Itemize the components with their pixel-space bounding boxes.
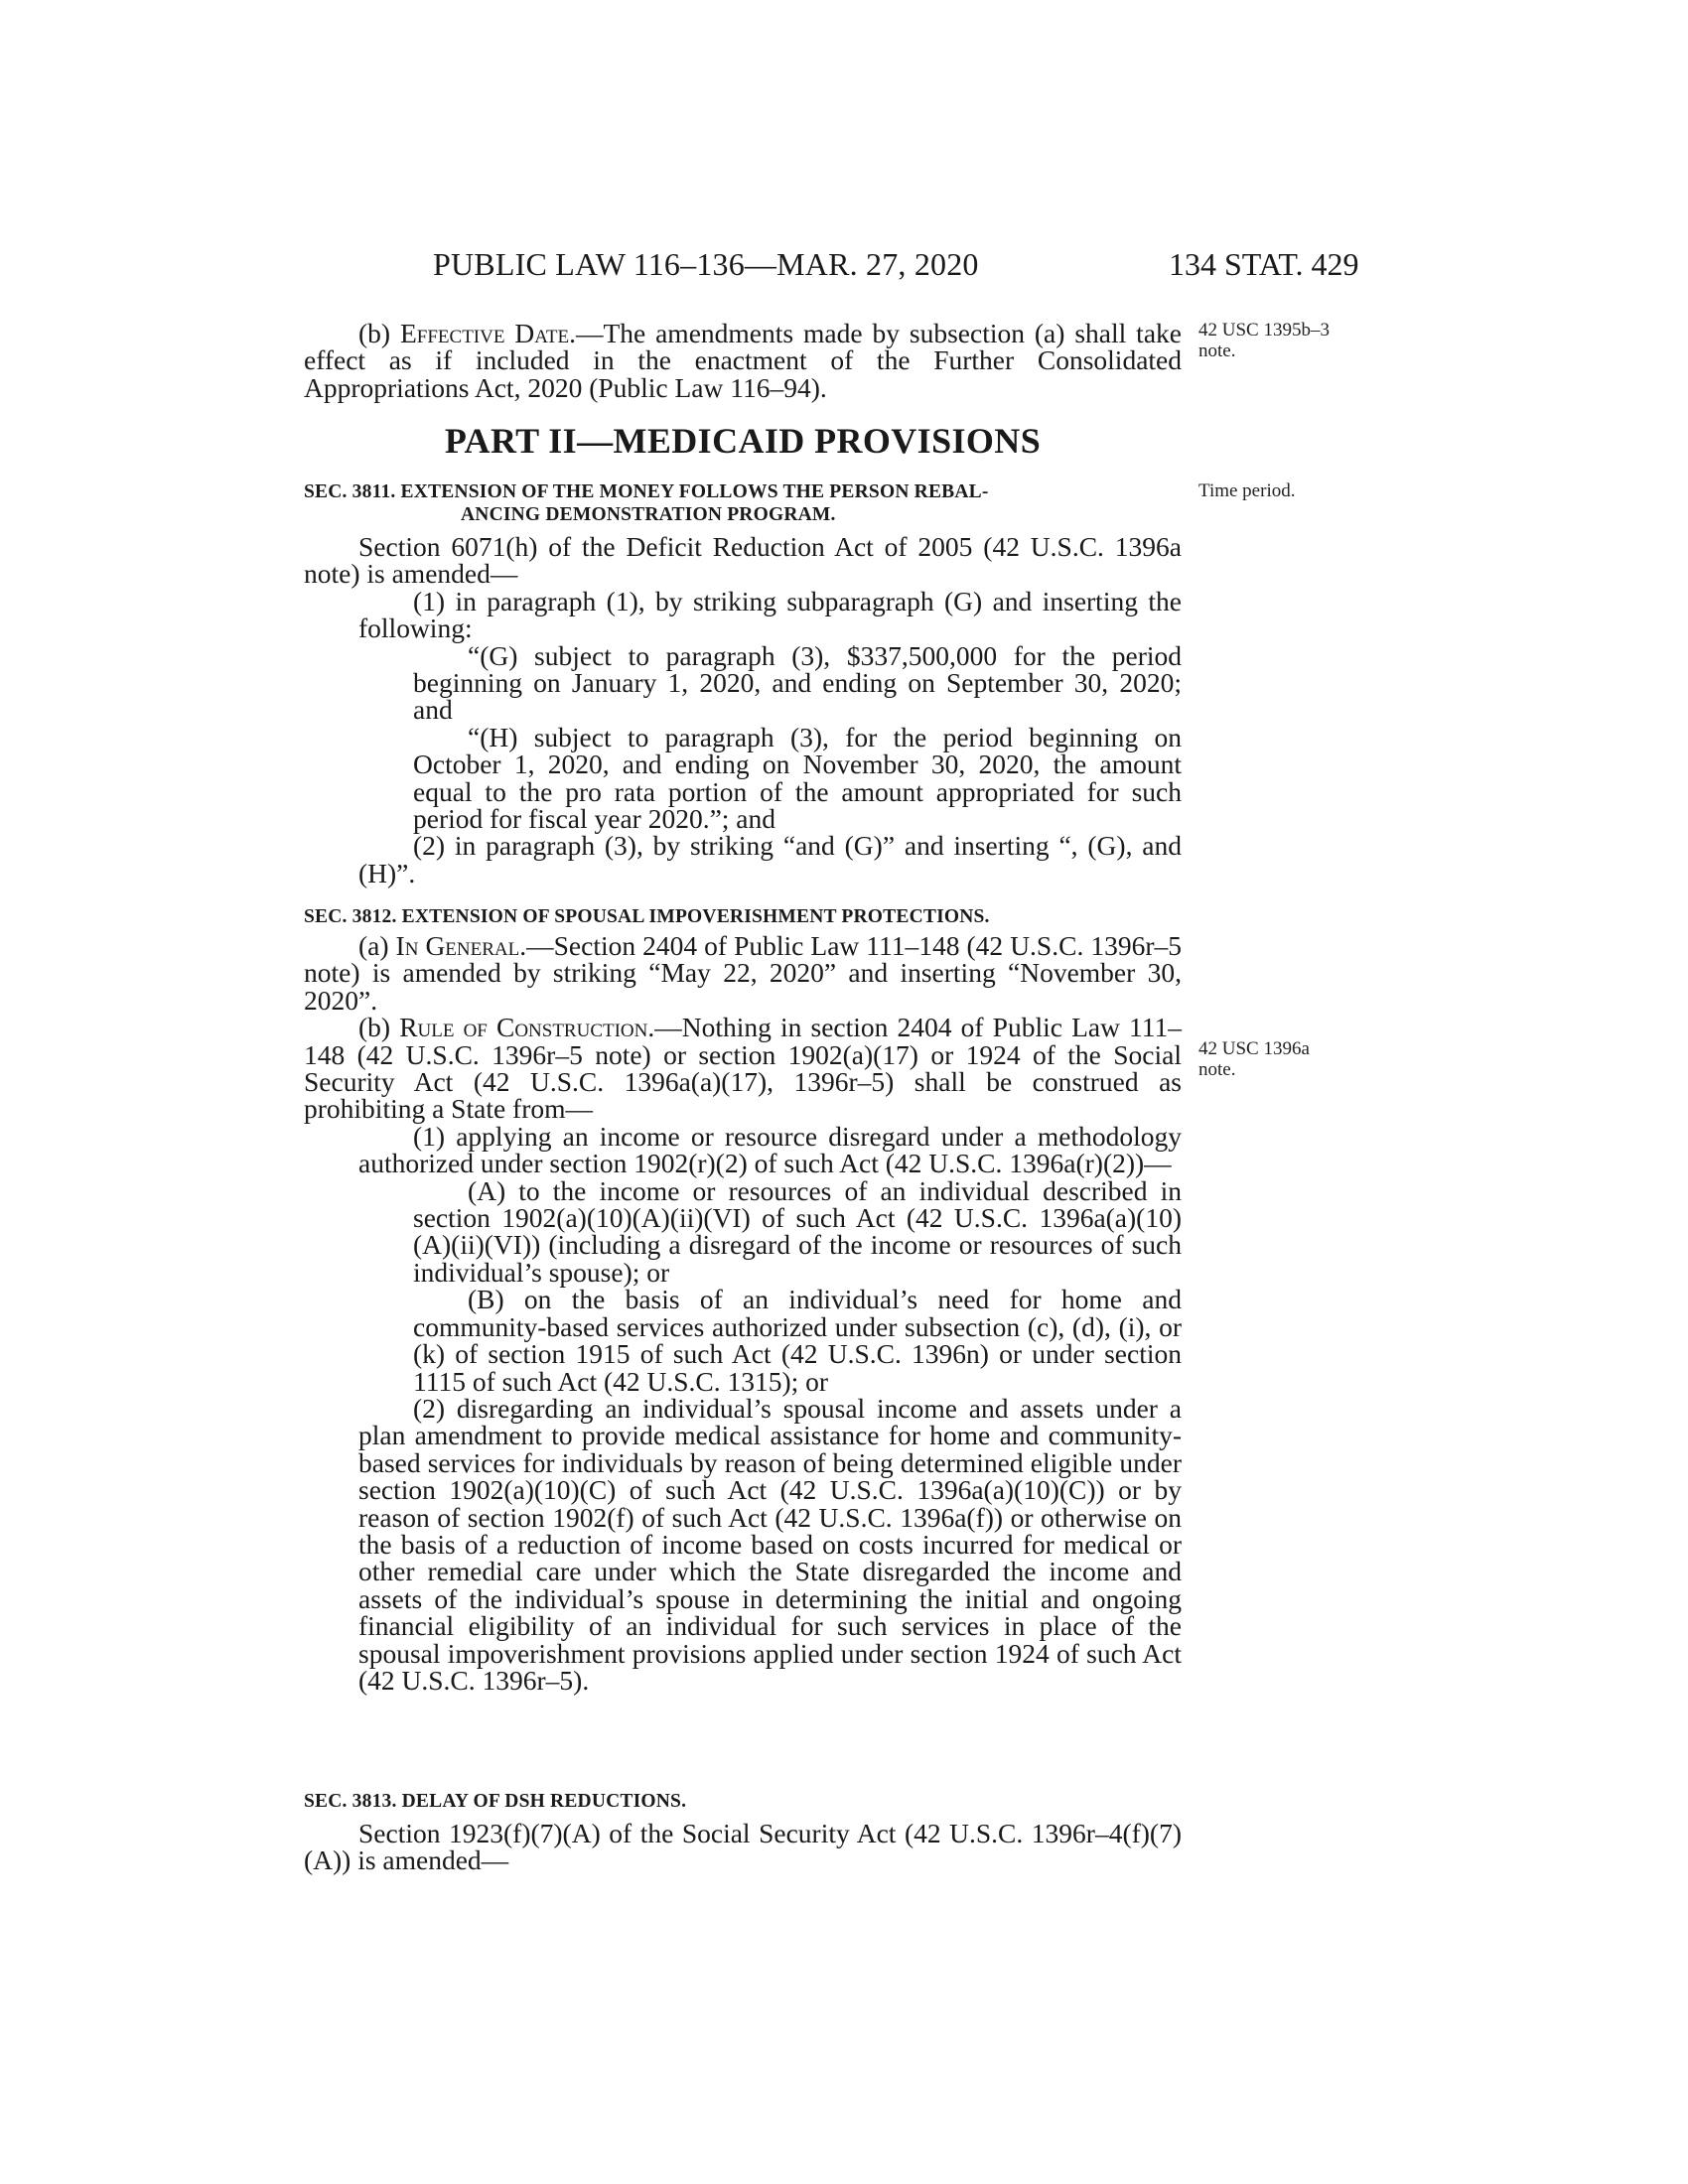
- margin-note-usc-1395b: 42 USC 1395b–3 note.: [1198, 320, 1330, 361]
- section-3812-subsection-a: (a) In General.—Section 2404 of Public Law 111–148 (42 U.S.C. 1396r–5 note) is amended by striking “May 22, 2020” and inserting “November 30, 2020”.: [304, 930, 1182, 1016]
- section-3811-heading: [304, 480, 1182, 526]
- section-3813-intro: Section 1923(f)(7)(A) of the Social Security Act (42 U.S.C. 1396r–4(f)(7)(A)) is amended—: [304, 1818, 1182, 1876]
- running-head: PUBLIC LAW 116–136—MAR. 27, 2020: [433, 246, 979, 282]
- section-3812-paragraph-2: (2) disregarding an individual’s spousal income and assets under a plan amendment to provide medical assistance for home and community-based services for individuals by reason of being determined eligible under section 1902(a)(10)(C) of such Act (42 U.S.C. 1396a(a)(10)(C)) or by reason of section 1902(f) of such Act (42 U.S.C. 1396a(f)) or otherwise on the basis of a reduction of income based on costs incurred for medical or other remedial care under which the State disregarded the income and assets of the individual’s spouse in determining the initial and ongoing financial eligibility of an individual for such services in place of the spousal impoverishment provisions applied under section 1924 of such Act (42 U.S.C. 1396r–5).: [358, 1392, 1182, 1696]
- part-title: PART II—MEDICAID PROVISIONS: [444, 421, 1042, 461]
- margin-note-usc-1396a: 42 USC 1396a note.: [1198, 1038, 1310, 1080]
- subsection-b-heading: Rule of Construction: [399, 1012, 648, 1043]
- subsection-a-heading: In General: [395, 930, 520, 961]
- section-3812-heading: SEC. 3812. EXTENSION OF SPOUSAL IMPOVERISHMENT PROTECTIONS.: [304, 906, 990, 927]
- effective-date-paragraph: [304, 320, 1182, 401]
- section-3813-body: [304, 1820, 1182, 1874]
- section-3811-heading-line2: ANCING DEMONSTRATION PROGRAM.: [461, 504, 836, 525]
- section-3811-intro: Section 6071(h) of the Deficit Reduction Act of 2005 (42 U.S.C. 1396a note) is amended—: [304, 531, 1182, 590]
- section-3811-paragraph-2: (2) in paragraph (3), by striking “and (G)” and inserting “, (G), and (H)”.: [358, 830, 1182, 888]
- section-3811-subparagraph-h: “(H) subject to paragraph (3), for the period beginning on October 1, 2020, and ending on November 30, 2020, the amount equal to the pro rata portion of the amount appropriated for such period for fiscal year 2020.”; and: [413, 721, 1182, 835]
- section-3812-subparagraph-a: (A) to the income or resources of an individual described in section 1902(a)(10)(A)(ii)(VI) of such Act (42 U.S.C. 1396a(a)(10)(A)(ii)(VI)) (including a disregard of the income or resources of such individual’s spouse); or: [413, 1174, 1182, 1288]
- section-3811-paragraph-1: (1) in paragraph (1), by striking subparagraph (G) and inserting the following:: [358, 585, 1182, 644]
- section-3813-heading: SEC. 3813. DELAY OF DSH REDUCTIONS.: [304, 1791, 687, 1812]
- section-3812-paragraph-1: (1) applying an income or resource disregard under a methodology authorized under section 1902(r)(2) of such Act (42 U.S.C. 1396a(r)(2))—: [358, 1120, 1182, 1179]
- section-3812-subsection-b: (b) Rule of Construction.—Nothing in section 2404 of Public Law 111–148 (42 U.S.C. 1396r–5 note) or section 1902(a)(17) or 1924 of the Social Security Act (42 U.S.C. 1396a(a)(17), 1396r–5) shall be construed as prohibiting a State from—: [304, 1012, 1183, 1125]
- section-3811-heading-line1: SEC. 3811. EXTENSION OF THE MONEY FOLLOWS THE PERSON REBAL-: [304, 481, 989, 502]
- section-3811-body: [304, 533, 1182, 887]
- section-3812-body: [304, 932, 1182, 1694]
- stat-page-reference: 134 STAT. 429: [1169, 246, 1359, 282]
- effective-date-lead: (b): [358, 318, 400, 348]
- section-3812-subparagraph-b: (B) on the basis of an individual’s need for home and community-based services authorized under subsection (c), (d), (i), or (k) of section 1915 of such Act (42 U.S.C. 1396n) or under section 1115 of such Act (42 U.S.C. 1315); or: [413, 1284, 1182, 1397]
- section-3811-subparagraph-g: “(G) subject to paragraph (3), $337,500,000 for the period beginning on January 1, 2020, and ending on September 30, 2020; and: [413, 639, 1182, 726]
- effective-date-heading: Effective Date: [399, 318, 570, 348]
- effective-date-text: .—The amendments made by subsection (a) shall take effect as if included in the enactment of the Further Consolidated Appropriations Act, 2020 (Public Law 116–94).: [304, 318, 1182, 403]
- margin-note-time-period: Time period.: [1198, 480, 1296, 501]
